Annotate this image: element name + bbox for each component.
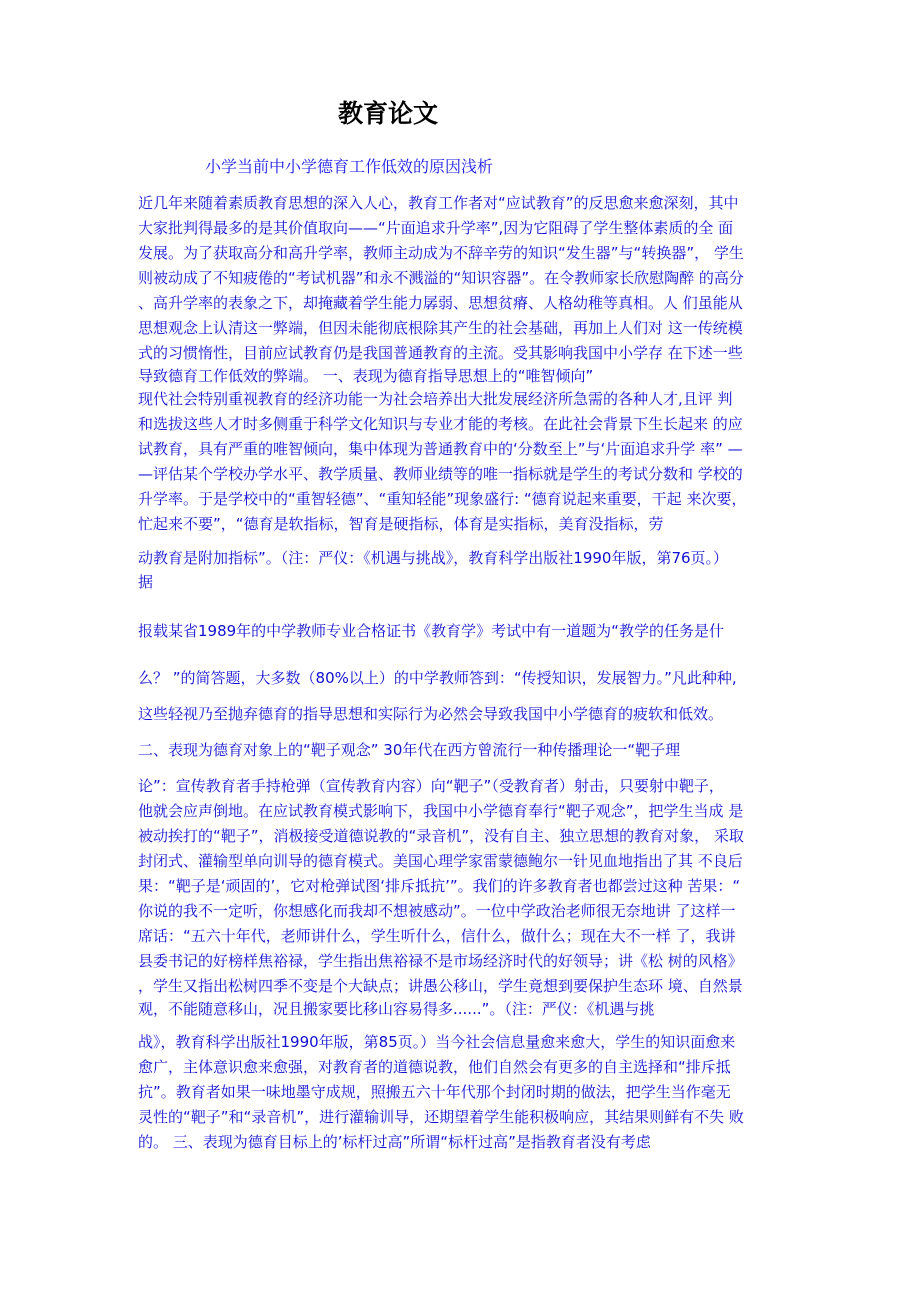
- body-line: 战》，教育科学出版社1990年版，第85页。）当今社会信息量愈来愈大，学生的知识面愈来: [138, 1033, 736, 1051]
- body-line: 被动挨打的“靶子”，消极接受道德说教的“录音机”，没有自主、独立思想的教育对象， 采取: [138, 827, 744, 845]
- body-line: 和选拔这些人才时多侧重于科学文化知识与专业才能的考核。在此社会背景下生长起来 的应: [138, 415, 743, 433]
- body-line: 式的习惯惰性，目前应试教育仍是我国普通教育的主流。受其影响我国中小学存 在下述一些: [138, 344, 743, 362]
- body-line: 二、表现为德育对象上的“靶子观念” 30年代在西方曾流行一种传播理论一“靶子理: [138, 741, 681, 759]
- body-line: 试教育，具有严重的唯智倾向，集中体现为普通教育中的‘分数至上”与‘片面追求升学 率” —: [138, 440, 743, 458]
- body-line: 报载某省1989年的中学教师专业合格证书《教育学》考试中有一道题为“教学的任务是什: [138, 622, 724, 640]
- body-line: 升学率。于是学校中的“重智轻德”、“重知轻能”现象盛行: “德育说起来重要，干起 来次要，: [138, 490, 747, 508]
- body-line: 愈广，主体意识愈来愈强，对教育者的道德说教，他们自然会有更多的自主选择和“排斥抵: [138, 1058, 731, 1076]
- body-line: 这些轻视乃至抛弃德育的指导思想和实际行为必然会导致我国中小学德育的疲软和低效。: [138, 705, 724, 723]
- body-line: 思想观念上认清这一弊端，但因未能彻底根除其产生的社会基础，再加上人们对 这一传统模: [138, 319, 743, 337]
- body-line: 现代社会特别重视教育的经济功能一为社会培养出大批发展经济所急需的各种人才,且评 判: [138, 390, 733, 408]
- body-line: 他就会应声倒地。在应试教育模式影响下，我国中小学德育奉行“靶子观念”，把学生当成 是: [138, 802, 744, 820]
- body-line: 封闭式、灌输型单向训导的德育模式。美国心理学家雷蒙德鲍尔一针见血地指出了其 不良后: [138, 852, 743, 870]
- body-line: ，学生又指出松树四季不变是个大缺点；讲愚公移山，学生竟想到要保护生态环 境、自然景: [138, 977, 743, 995]
- body-line: 忙起来不要”，“德育是软指标，智育是硬指标，体育是实指标，美育没指标，劳: [138, 515, 664, 533]
- body-line: 观，不能随意移山，况且搬家要比移山容易得多......”。（注：严仪：《机遇与挑: [138, 1000, 655, 1018]
- body-line: 你说的我不一定听，你想感化而我却不想被感动”。一位中学政治老师很无奈地讲 了这样一: [138, 902, 736, 920]
- document-subtitle: 小学当前中小学德育工作低效的原因浅析: [205, 157, 494, 176]
- body-line: 大家批判得最多的是其价值取向——“片面追求升学率”,因为它阻碍了学生整体素质的全 面: [138, 219, 734, 237]
- body-line: 近几年来随着素质教育思想的深入人心，教育工作者对“应试教育”的反思愈来愈深刻，其中: [138, 194, 739, 212]
- body-line: 么？ ”的简答题，大多数（80%以上）的中学教师答到：“传授知识，发展智力。”凡此种种,: [138, 669, 737, 687]
- body-line: 的。 三、表现为德育目标上的’标杆过高”所谓“标杆过高”是指教育者没有考虑: [138, 1133, 651, 1151]
- body-line: 发展。为了获取高分和高升学率，教师主动成为不辞辛劳的知识“发生器”与“转换器”， 学生: [138, 244, 744, 262]
- body-line: 据: [138, 573, 154, 591]
- body-line: 导致德育工作低效的弊端。 一、表现为德育指导思想上的“唯智倾向”: [138, 367, 594, 385]
- body-line: 果：“靶子是‘顽固的’，它对枪弹试图‘排斥抵抗’”。我们的许多教育者也都尝过这种 苦果：“: [138, 877, 741, 895]
- body-line: 席话：“五六十年代，老师讲什么，学生听什么，信什么，做什么；现在大不一样 了，我讲: [138, 927, 736, 945]
- document-title: 教育论文: [338, 99, 439, 128]
- body-line: 县委书记的好榜样焦裕禄，学生指出焦裕禄不是市场经济时代的好领导；讲《松 树的风格》: [138, 952, 743, 970]
- body-line: 抗”。教育者如果一味地墨守成规，照搬五六十年代那个封闭时期的做法，把学生当作毫无: [138, 1083, 731, 1101]
- body-line: 动教育是附加指标”。（注：严仪：《机遇与挑战》，教育科学出版社1990年版，第76页。）: [138, 549, 729, 567]
- body-line: 论”：宣传教育者手持枪弹（宣传教育内容）向“靶子”（受教育者）射击，只要射中靶子，: [138, 777, 724, 795]
- body-line: 、高升学率的表象之下，却掩藏着学生能力孱弱、思想贫瘠、人格幼稚等真相。人 们虽能从: [138, 294, 743, 312]
- body-line: 灵性的“靶子”和“录音机”，进行灌输训导，还期望着学生能积极响应，其结果则鲜有不失 败: [138, 1108, 744, 1126]
- body-line: 则被动成了不知疲倦的“考试机器”和永不溅溢的“知识容器”。在令教师家长欣慰陶醉 的高分: [138, 269, 744, 287]
- body-line: —评估某个学校办学水平、教学质量、教师业绩等的唯一指标就是学生的考试分数和 学校的: [138, 465, 743, 483]
